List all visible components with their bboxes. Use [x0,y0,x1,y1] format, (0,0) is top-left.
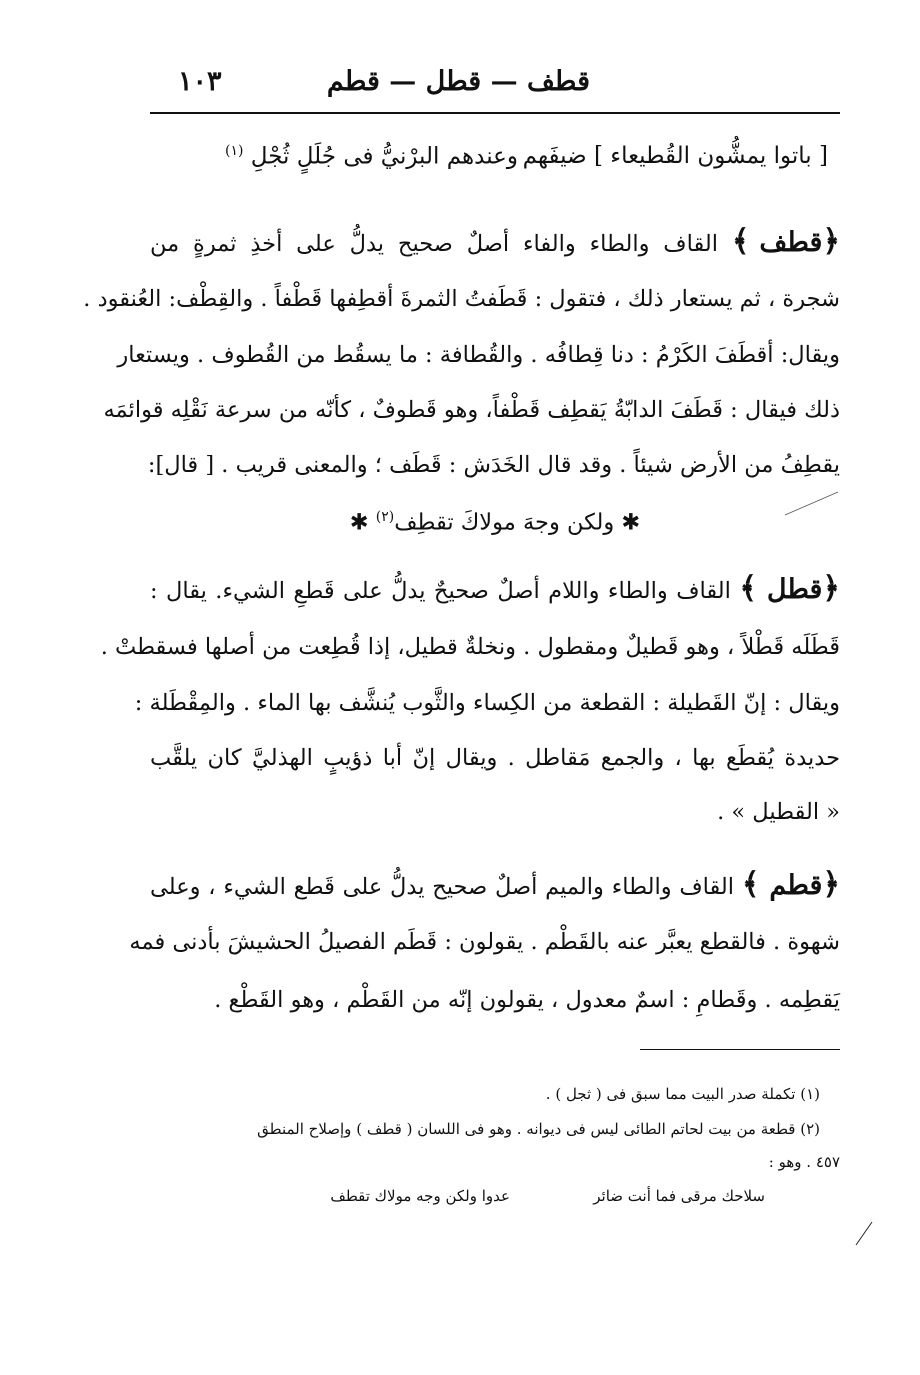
entry-head-qatm: قطم [769,870,823,901]
entry-qatl-line-1: ﴿قطل﴾ القاف والطاء واللام أصلٌ صحيحٌ يدلُّ على قَطعِ الشيء. يقال : [150,571,840,606]
footnote-rule [640,1049,840,1050]
footnote-ref: (١) [225,143,244,159]
footnote-2-verse-first: سلاحك مرقى فما أنت ضائر [593,1187,765,1205]
footnote-1: (١) تكملة صدر البيت مما سبق فى ( ثجل ) . [545,1085,820,1103]
entry-qatm-line-3: يَقطِمه . وقَطامِ : اسمٌ معدول ، يقولون إنّه من القَطْم ، وهو القَطْع . [214,987,840,1013]
footnote-ref: (٢) [375,509,395,525]
entry-head-qatl: قطل [766,574,823,605]
entry-qatm-line-1: ﴿قطم﴾ القاف والطاء والميم أصلٌ صحيح يدلُّ على قَطع الشيء ، وعلى [150,867,841,902]
entry-qatf-line-1: ﴿قطف﴾ القاف والطاء والفاء أصلٌ صحيح يدلُّ على أخذِ ثمرةٍ من [150,224,841,259]
entry-qatf-line-4: ذلك فيقال : قَطَفَ الدابّةُ يَقطِف قَطْفاً، وهو قَطوفٌ ، كأنّه من سرعة نَقْلِه قوائمَه [103,397,840,423]
running-header [150,66,840,106]
entry-qatf-line-3: ويقال: أقطَفَ الكَرْمُ : دنا قِطافُه . والقُطافة : ما يسقُط من القُطوف . ويستعار [117,342,840,368]
header-rule [150,112,840,114]
entry-qatf-line-2: شجرة ، ثم يستعار ذلك ، فتقول : قَطَفتُ الثمرةَ أقطِفها قَطْفاً . والقِطْف: العُنقود . [83,286,840,312]
entry-qatf-line-5: يقطِفُ من الأرض شيئاً . وقد قال الخَدَش : قَطَف ؛ والمعنى قريب . [ قال]: [147,452,840,478]
entry-qatl-line-3: ويقال : إنّ القَطيلة : القطعة من الكِساء والثَّوب يُنشَّف بها الماء . والمِقْطَلة : [134,690,840,716]
entry-qatl-line-2: قَطَلَه قَطْلاً ، وهو قَطيلٌ ومقطول . ونخلةٌ قطيل، إذا قُطِعت من أصلها فسقطتْ . [100,634,840,660]
footnote-2-continued: ٤٥٧ . وهو : [768,1153,840,1171]
entry-qatl-line-4: حديدة يُقطَع بها ، والجمع مَقاطل . ويقال إنّ أبا ذؤيبٍ الهذليَّ كان يلقَّب [150,745,840,771]
verse-second-hemistich: وعندهم البرْنيُّ فى جُلَلٍ ثُجْلِ $^{(١)}$ [225,143,518,170]
entry-qatl-line-5: « القطيل » . [717,799,840,825]
entry-qatf-verse: ✱ ولكن وجهَ مولاكَ تقطِف$^{(٢)}$ ✱ [349,509,641,536]
footnote-2-verse-second: عدوا ولكن وجه مولاك تقطف [330,1187,510,1205]
scan-stroke-mark [856,1222,872,1245]
footnote-2: (٢) قطعة من بيت لحاتم الطائى ليس فى ديوانه . وهو فى اللسان ( قطف ) وإصلاح المنطق [257,1120,820,1138]
page-number: ١٠٣ [178,66,222,97]
verse-first-hemistich: [ باتوا يمشُّون القُطيعاء ] ضيفَهم [522,143,828,169]
entry-qatm-line-2: شهوة . فالقطع يعبَّر عنه بالقَطْم . يقولون : قَطَم الفصيلُ الحشيشَ بأدنى فمه [129,929,840,955]
entry-head-qatf: قطف [759,227,823,258]
page-title: قطف — قطل — قطم [326,66,590,97]
